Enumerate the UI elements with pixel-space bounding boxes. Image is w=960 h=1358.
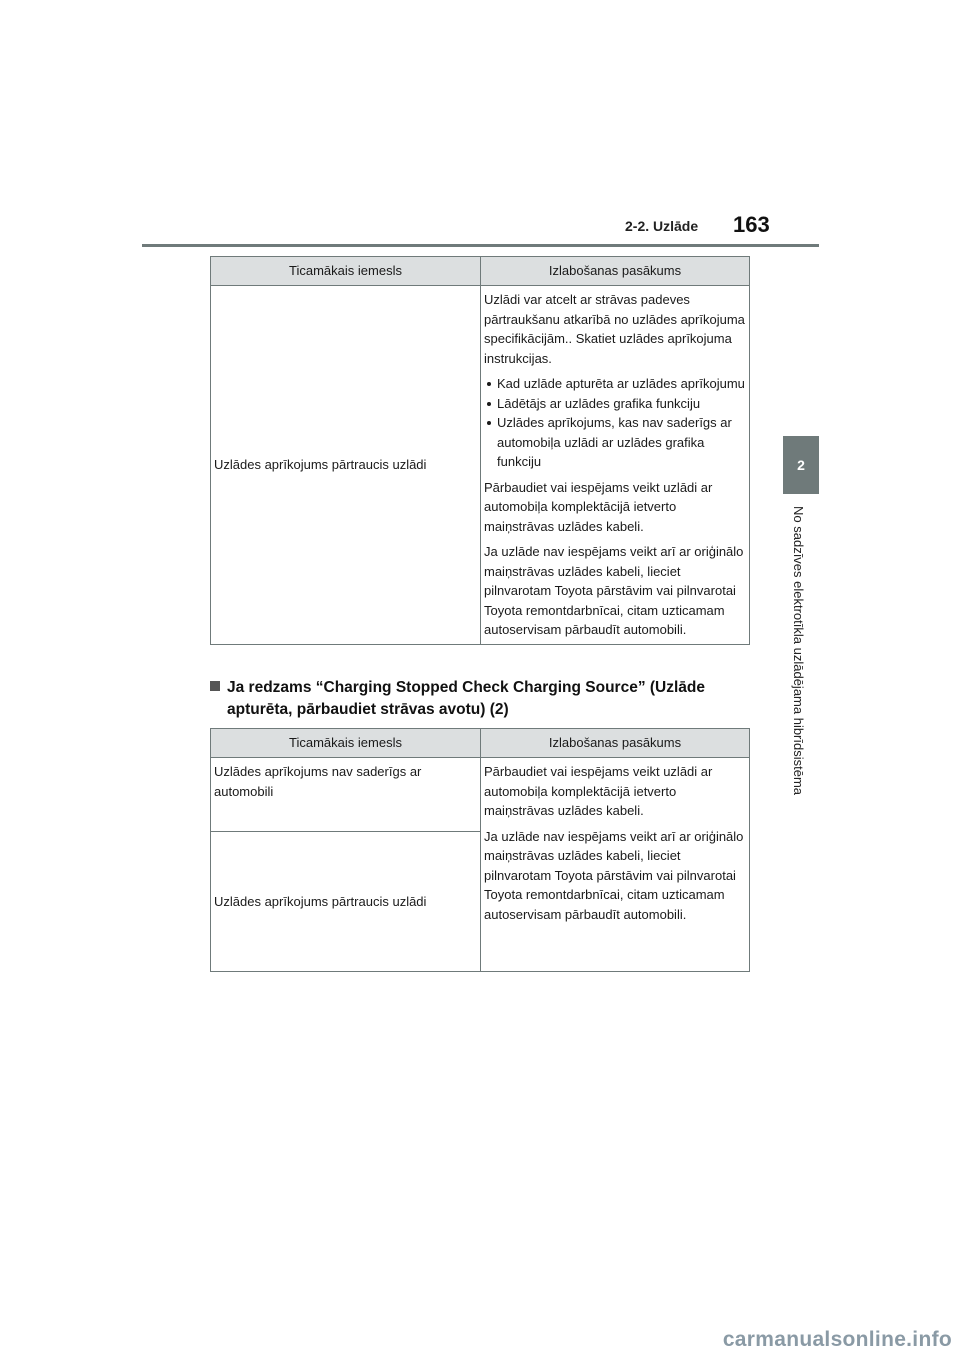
cause-cell: Uzlādes aprīkojums pārtraucis uzlādi [211,286,481,645]
chapter-tab [783,436,819,494]
section-heading-line1: Ja redzams “Charging Stopped Check Charging Source” (Uzlāde [227,679,706,696]
cause-cell: Uzlādes aprīkojums pārtraucis uzlādi [211,832,481,972]
remedy-cell [481,286,750,645]
section-heading [210,677,750,721]
page-number: 163 [733,212,770,237]
column-header-remedy: Izlabošanas pasākums [481,257,750,286]
section-title: 2-2. Uzlāde [625,218,699,234]
column-header-remedy: Izlabošanas pasākums [481,729,750,758]
remedy-bullet-list [484,374,745,472]
watermark: carmanualsonline.info [722,1328,952,1351]
chapter-number: 2 [797,457,805,473]
section-heading-line2: apturēta, pārbaudiet strāvas avotu) (2) [227,701,509,718]
table-row [211,286,750,645]
header-divider [142,244,819,247]
cause-remedy-table-1 [210,256,750,645]
remedy-paragraph: Ja uzlāde nav iespējams veikt arī ar oriģinālo maiņstrāvas uzlādes kabeli, lieciet pilnvarotam Toyota pārstāvim vai pilnvarotai Toyota remontdarbnīcai, citam uzticamam autoservisam pārbaudīt automobili. [484,828,744,922]
remedy-paragraph: Pārbaudiet vai iespējams veikt uzlādi ar automobiļa komplektācijā ietverto maiņstrāvas uzlādes kabeli. [484,764,713,818]
cause-cell: Uzlādes aprīkojums nav saderīgs ar automobili [211,758,481,832]
column-header-cause: Ticamākais iemesls [211,257,481,286]
chapter-title: No sadzīves elektrotīkla uzlādējama hibrīdsistēma [791,506,806,796]
list-item: Lādētājs ar uzlādes grafika funkciju [484,394,745,414]
remedy-paragraph: Pārbaudiet vai iespējams veikt uzlādi ar automobiļa komplektācijā ietverto maiņstrāvas uzlādes kabeli. [484,479,713,534]
remedy-paragraph: Ja uzlāde nav iespējams veikt arī ar oriģinālo maiņstrāvas uzlādes kabeli, lieciet pilnvarotam Toyota pārstāvim vai pilnvarotai Toyota remontdarbnīcai, citam uzticamam autoservisam pārbaudīt automobili. [484,544,744,637]
column-header-cause: Ticamākais iemesls [211,729,481,758]
remedy-cell [481,758,750,972]
square-bullet-icon [210,681,220,691]
cause-remedy-table-2 [210,728,750,972]
list-item: Uzlādes aprīkojums, kas nav saderīgs ar automobiļa uzlādi ar uzlādes grafika funkciju [484,413,745,472]
table-row [211,758,750,832]
table-header-row [211,257,750,286]
remedy-intro: Uzlādi var atcelt ar strāvas padeves pārtraukšanu atkarībā no uzlādes aprīkojuma specifikācijām.. Skatiet uzlādes aprīkojuma instrukcijas. [484,292,745,366]
table-header-row [211,729,750,758]
list-item: Kad uzlāde apturēta ar uzlādes aprīkojumu [484,374,745,394]
